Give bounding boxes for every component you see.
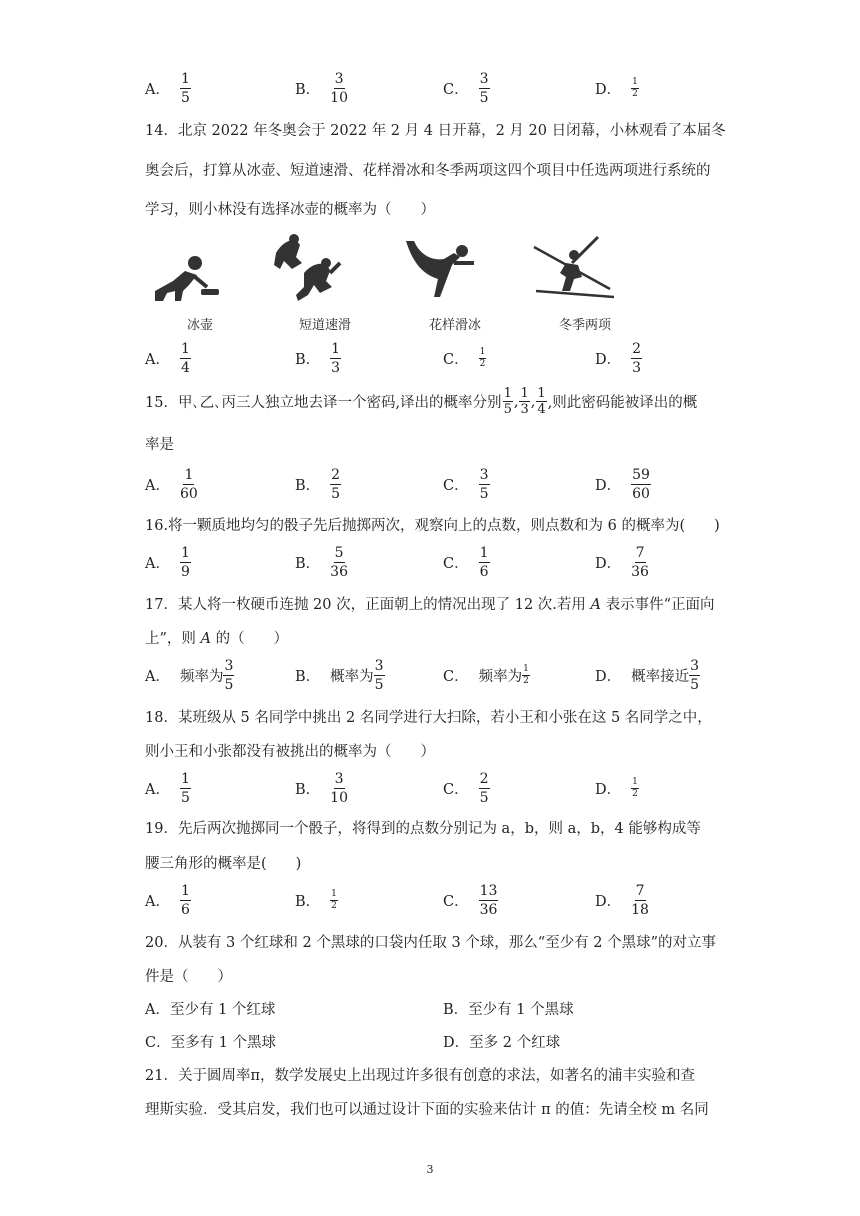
q20-line1: 20．从装有 3 个红球和 2 个黑球的口袋内任取 3 个球，那么“至少有 2 个黑球”的对立事 <box>145 935 717 951</box>
option-b: B． $\frac{3}{10}$ <box>295 770 348 806</box>
sport-icons <box>145 233 625 333</box>
q17-line1: 17．某人将一枚硬币连抛 20 次，正面朝上的情况出现了 12 次.若用 A 表示事件“正面向 <box>145 597 715 613</box>
q21-line2: 理斯实验．受其启发，我们也可以通过设计下面的实验来估计 π 的值：先请全校 m 名同 <box>145 1102 709 1118</box>
option-d: D． $\frac{1}{2}$ <box>595 776 638 799</box>
option-d: D． 概率接近 $\frac{3}{5}$ <box>595 657 700 693</box>
option-d: D． $\frac{7}{36}$ <box>595 544 649 580</box>
q15-line1: 15．甲､乙､丙三人独立地去译一个密码,译出的概率分别 $\frac{1}{5}$ , $\frac{1}{3}$ , $\frac{1}{4}$ ,则此密码能被译出的概 <box>145 386 698 417</box>
q15-options <box>145 464 745 504</box>
option-a: A． 频率为 $\frac{3}{5}$ <box>145 657 234 693</box>
q17-line2: 上”，则 A 的（ ） <box>145 631 289 647</box>
figure-skating-icon <box>400 233 510 333</box>
q19-line2: 腰三角形的概率是( ) <box>145 856 302 872</box>
q16-line1: 16.将一颗质地均匀的骰子先后抛掷两次，观察向上的点数，则点数和为 6 的概率为( ) <box>145 518 720 534</box>
caption: 冰壶 <box>186 318 213 333</box>
option-c: C． $\frac{2}{5}$ <box>443 770 489 806</box>
option-b: B． $\frac{3}{10}$ <box>295 70 348 106</box>
q20-line2: 件是（ ） <box>145 969 232 985</box>
option-c: C． $\frac{3}{5}$ <box>443 70 489 106</box>
option-d: D． $\frac{1}{2}$ <box>595 76 638 99</box>
option-d: D． $\frac{59}{60}$ <box>595 466 650 502</box>
q19-line1: 19．先后两次抛掷同一个骰子，将得到的点数分别记为 a，b，则 a，b，4 能够构成等 <box>145 821 701 837</box>
option-c: C． $\frac{3}{5}$ <box>443 466 489 502</box>
page-number: 3 <box>426 1163 434 1176</box>
q21-line1: 21．关于圆周率π，数学发展史上出现过许多很有创意的求法，如著名的浦丰实验和查 <box>145 1068 695 1084</box>
option-a: A． $\frac{1}{9}$ <box>145 544 190 580</box>
q20-option-a: A．至少有 1 个红球 <box>145 1002 276 1018</box>
option-c: C． $\frac{13}{36}$ <box>443 882 498 918</box>
biathlon-icon <box>530 233 640 333</box>
option-c: C． $\frac{1}{6}$ <box>443 544 489 580</box>
option-c: C． 频率为 $\frac{1}{2}$ <box>443 663 529 686</box>
q13-options <box>145 68 745 108</box>
option-a: A． $\frac{1}{6}$ <box>145 882 190 918</box>
option-c: C． $\frac{1}{2}$ <box>443 346 486 369</box>
q20-option-b: B．至少有 1 个黑球 <box>443 1002 574 1018</box>
option-b: B． $\frac{2}{5}$ <box>295 466 341 502</box>
option-a: A． $\frac{1}{4}$ <box>145 340 190 376</box>
caption: 短道速滑 <box>298 318 351 333</box>
short-track-icon <box>270 233 380 333</box>
option-b: B． 概率为 $\frac{3}{5}$ <box>295 657 384 693</box>
q20-option-d: D．至多 2 个红球 <box>443 1035 561 1051</box>
option-a: A． $\frac{1}{5}$ <box>145 70 190 106</box>
option-b: B． $\frac{5}{36}$ <box>295 544 348 580</box>
option-b: B． $\frac{1}{2}$ <box>295 888 337 911</box>
option-b: B． $\frac{1}{3}$ <box>295 340 341 376</box>
q17-options <box>145 655 745 695</box>
option-a: A． $\frac{1}{5}$ <box>145 770 190 806</box>
curling-icon <box>145 233 255 333</box>
caption: 冬季两项 <box>558 318 611 333</box>
q14-line1: 14．北京 2022 年冬奥会于 2022 年 2 月 4 日开幕，2 月 20 日闭幕，小林观看了本届冬 <box>145 123 726 139</box>
q18-line2: 则小王和小张都没有被挑出的概率为（ ） <box>145 744 435 760</box>
option-d: D． $\frac{7}{18}$ <box>595 882 649 918</box>
q14-options <box>145 338 745 378</box>
q15-line2: 率是 <box>145 437 174 453</box>
q20-option-c: C．至多有 1 个黑球 <box>145 1035 277 1051</box>
q14-line3: 学习，则小林没有选择冰壶的概率为（ ） <box>145 202 435 218</box>
caption: 花样滑冰 <box>428 318 481 333</box>
q14-line2: 奥会后，打算从冰壶、短道速滑、花样滑冰和冬季两项这四个项目中任选两项进行系统的 <box>145 163 711 179</box>
q18-options <box>145 768 745 808</box>
q16-options <box>145 542 745 582</box>
option-a: A． $\frac{1}{60}$ <box>145 466 198 502</box>
q18-line1: 18．某班级从 5 名同学中挑出 2 名同学进行大扫除，若小王和小张在这 5 名同学之中， <box>145 710 712 726</box>
q19-options <box>145 880 745 920</box>
option-d: D． $\frac{2}{3}$ <box>595 340 642 376</box>
